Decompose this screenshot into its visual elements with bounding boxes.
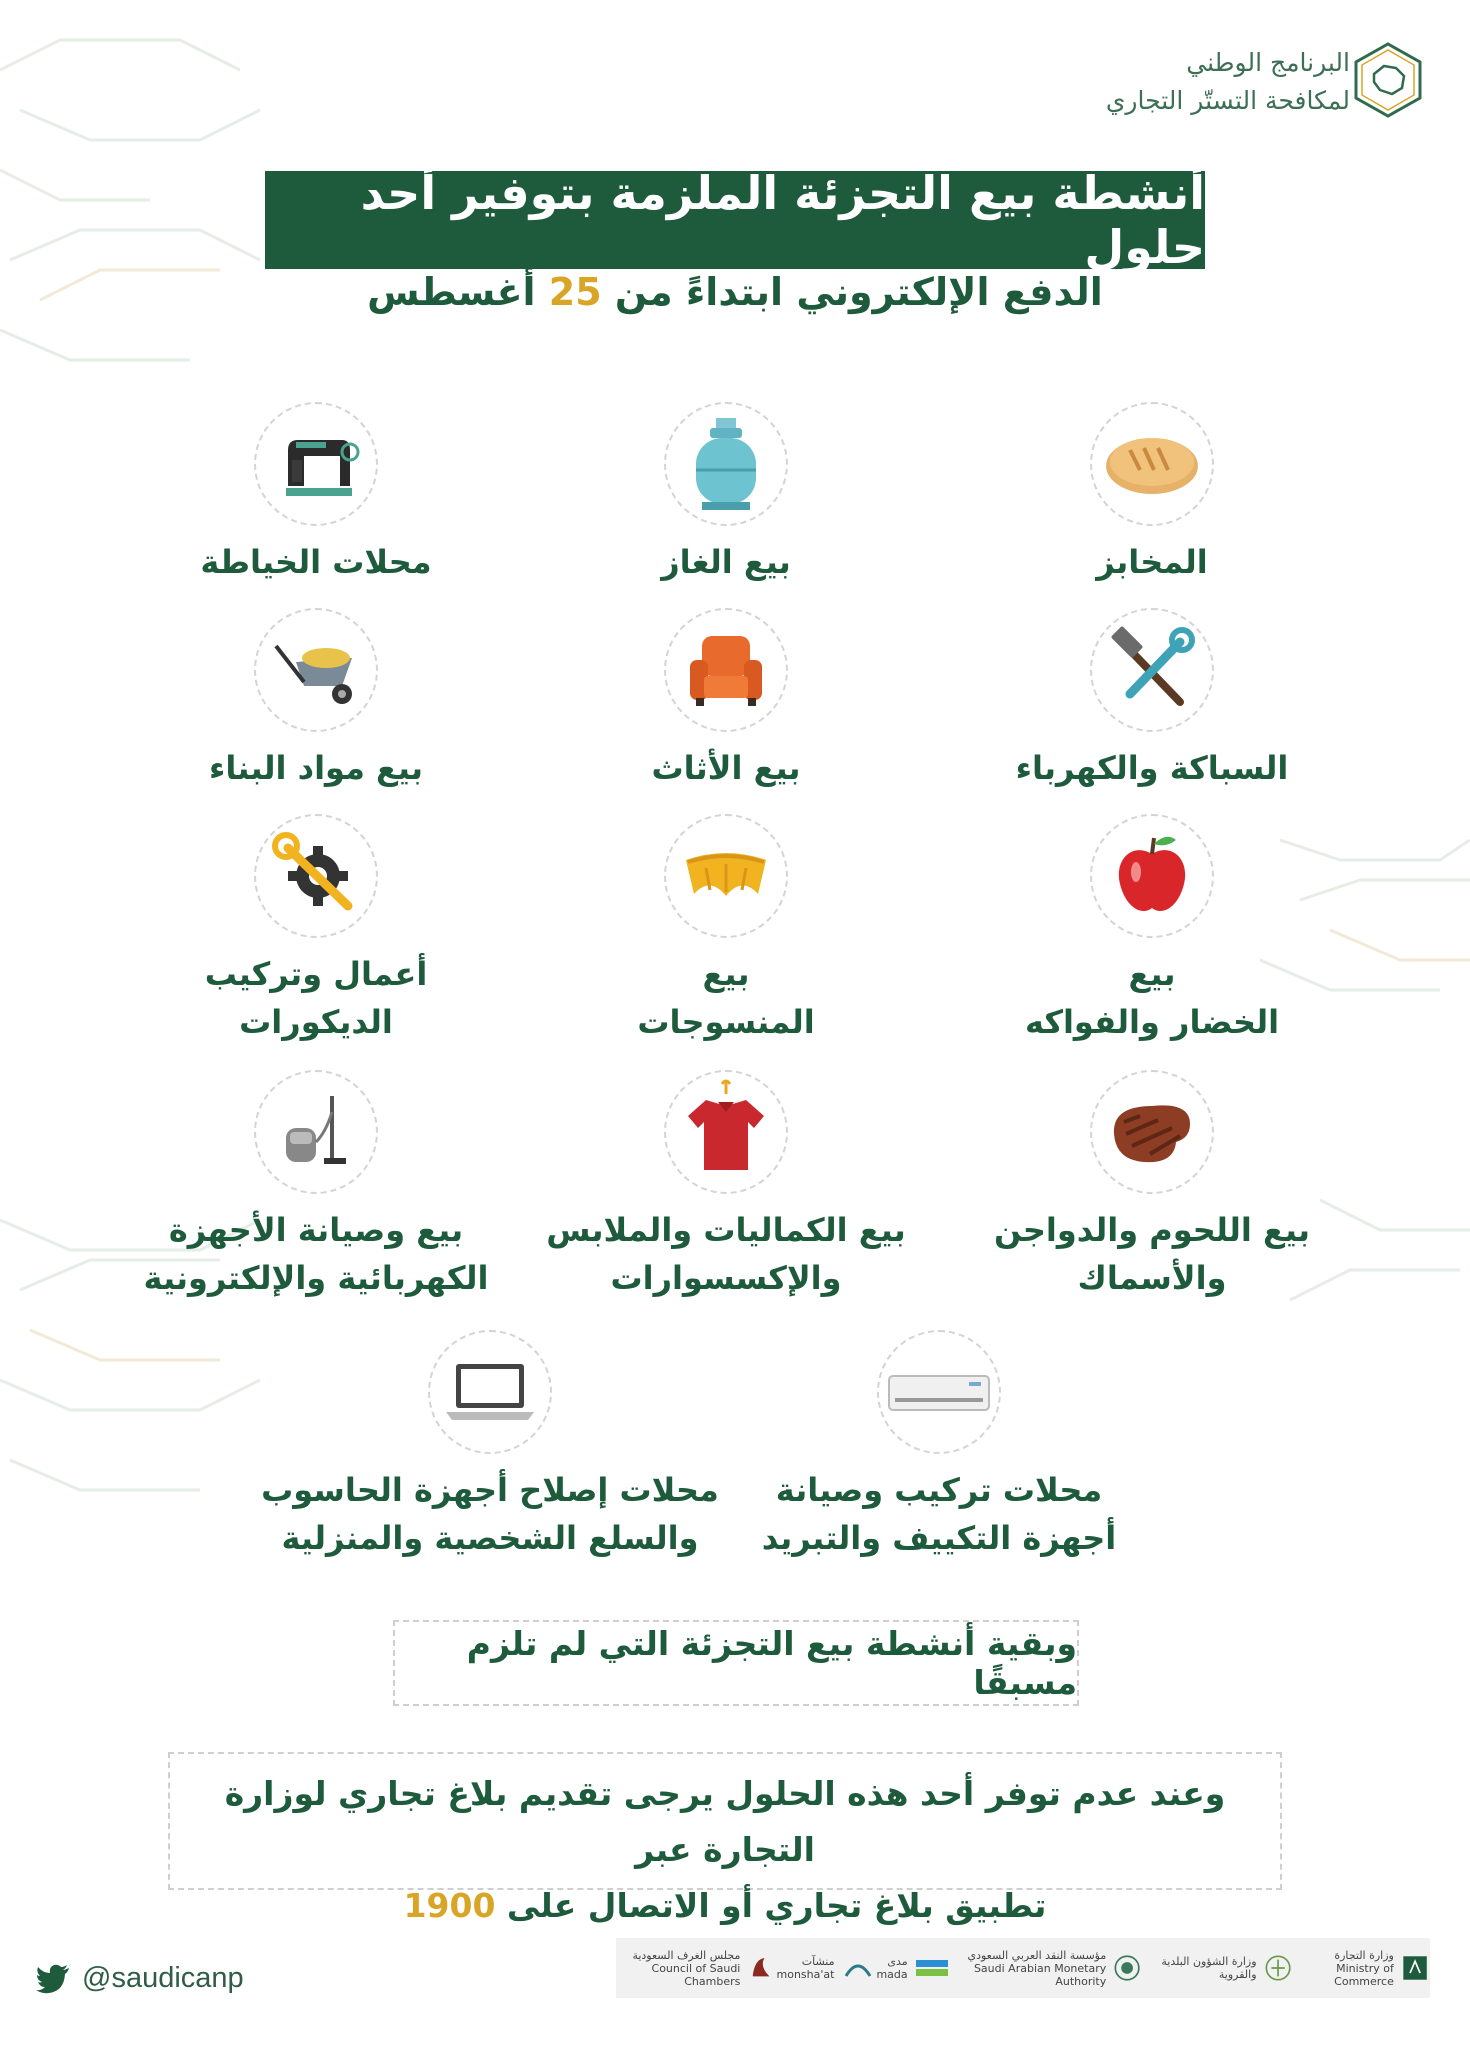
activity-electronics bbox=[126, 1070, 506, 1302]
wheelbarrow-icon bbox=[256, 610, 376, 730]
activity-furniture-sales bbox=[536, 608, 916, 792]
page-title: أنشطة بيع التجزئة الملزمة بتوفير أحد حلول bbox=[360, 166, 1205, 274]
commerce-emblem-icon bbox=[1400, 1950, 1430, 1986]
activity-label-line2: المنسوجات bbox=[637, 1003, 815, 1041]
activity-label-line2: الديكورات bbox=[239, 1003, 393, 1041]
partner-name: مدى bbox=[887, 1955, 908, 1968]
fabric-icon bbox=[666, 816, 786, 936]
activity-label: بيع الأثاث bbox=[651, 749, 801, 787]
sama-emblem-icon bbox=[1112, 1950, 1142, 1986]
activity-label bbox=[536, 1206, 916, 1302]
activity-label-line1: بيع اللحوم والدواجن bbox=[994, 1211, 1310, 1249]
activity-vegetables-fruits bbox=[962, 814, 1342, 1046]
partner-sub: Council of Saudi Chambers bbox=[651, 1961, 741, 1988]
activity-label bbox=[744, 1466, 1134, 1562]
title-banner bbox=[265, 166, 1205, 274]
armchair-icon bbox=[666, 610, 786, 730]
twitter-link[interactable] bbox=[36, 1962, 244, 1995]
hammer-wrench-icon bbox=[1092, 610, 1212, 730]
vacuum-icon bbox=[256, 1072, 376, 1192]
activity-label: المخابز bbox=[1096, 543, 1208, 581]
steak-icon bbox=[1092, 1072, 1212, 1192]
activity-label-line1: بيع bbox=[702, 955, 750, 993]
activity-label bbox=[260, 1466, 720, 1562]
partner-logo bbox=[1293, 1949, 1430, 1988]
activity-label-line2: والسلع الشخصية والمنزلية bbox=[281, 1519, 699, 1557]
activity-label-line2: والأسماك bbox=[1077, 1259, 1227, 1297]
partner-sub: Saudi Arabian Monetary Authority bbox=[973, 1961, 1107, 1988]
subtitle-month: أغسطس bbox=[367, 270, 536, 314]
activity-label-line1: بيع وصيانة الأجهزة bbox=[168, 1211, 464, 1249]
contact-text-line2-start: تطبيق بلاغ تجاري أو الاتصال على bbox=[506, 1886, 1047, 1925]
activity-label: بيع الغاز bbox=[661, 543, 791, 581]
air-conditioner-icon bbox=[879, 1332, 999, 1452]
activity-bakeries bbox=[962, 402, 1342, 586]
subtitle bbox=[260, 270, 1210, 314]
contact-text-line1: وعند عدم توفر أحد هذه الحلول يرجى تقديم بلاغ تجاري لوزارة التجارة عبر bbox=[224, 1774, 1226, 1869]
program-name bbox=[1106, 44, 1350, 120]
municipal-emblem-icon bbox=[1263, 1950, 1293, 1986]
twitter-handle[interactable]: @saudicanp bbox=[82, 1962, 244, 1994]
activity-meat-poultry-fish bbox=[962, 1070, 1342, 1302]
note-text: وبقية أنشطة بيع التجزئة التي لم تلزم مسبقًا bbox=[466, 1624, 1077, 1702]
apple-icon bbox=[1092, 816, 1212, 936]
partner-logos-bar bbox=[616, 1938, 1430, 1998]
subtitle-text: الدفع الإلكتروني ابتداءً من bbox=[614, 270, 1103, 314]
activity-label: بيع مواد البناء bbox=[209, 749, 423, 787]
monshaat-icon bbox=[840, 1950, 876, 1986]
chambers-icon bbox=[746, 1950, 776, 1986]
partner-logo bbox=[876, 1950, 949, 1986]
partner-name: مجلس الغرف السعودية bbox=[632, 1948, 741, 1962]
activity-label bbox=[536, 950, 916, 1046]
activity-label bbox=[126, 950, 506, 1046]
activity-tailoring bbox=[126, 402, 506, 586]
activity-label-line2: أجهزة التكييف والتبريد bbox=[761, 1519, 1117, 1557]
activity-label-line2: الخضار والفواكه bbox=[1024, 1003, 1280, 1041]
subtitle-date-number: 25 bbox=[548, 270, 602, 314]
activity-label bbox=[962, 950, 1342, 1046]
activity-air-conditioning bbox=[744, 1330, 1134, 1562]
activity-label-line1: بيع bbox=[1128, 955, 1176, 993]
activity-label bbox=[962, 1206, 1342, 1302]
program-name-line2: لمكافحة التستّر التجاري bbox=[1105, 86, 1350, 115]
activity-label-line1: أعمال وتركيب bbox=[204, 955, 428, 993]
wrench-gear-icon bbox=[256, 816, 376, 936]
partner-logo bbox=[777, 1950, 877, 1986]
partner-name: منشآت bbox=[801, 1955, 835, 1968]
partner-sub: Ministry of Commerce bbox=[1334, 1961, 1394, 1988]
activity-decorations bbox=[126, 814, 506, 1046]
contact-info-box bbox=[168, 1752, 1282, 1925]
hotline-number[interactable]: 1900 bbox=[403, 1886, 496, 1925]
activity-label-line1: محلات تركيب وصيانة bbox=[775, 1471, 1103, 1509]
activity-computer-repair bbox=[260, 1330, 720, 1562]
activity-label-line2: الكهربائية والإلكترونية bbox=[143, 1259, 489, 1297]
partner-logo bbox=[1142, 1950, 1292, 1986]
activity-label: محلات الخياطة bbox=[200, 543, 432, 581]
program-name-line1: البرنامج الوطني bbox=[1186, 48, 1350, 77]
program-emblem-icon bbox=[1348, 40, 1428, 120]
partner-logo bbox=[616, 1949, 777, 1988]
laptop-icon bbox=[430, 1332, 550, 1452]
partner-sub: monsha'at bbox=[776, 1968, 835, 1981]
partner-sub: mada bbox=[876, 1968, 908, 1981]
activity-label: السباكة والكهرباء bbox=[1015, 749, 1289, 787]
partner-name: مؤسسة النقد العربي السعودي bbox=[967, 1948, 1107, 1962]
activity-plumbing-electrical bbox=[962, 608, 1342, 792]
shirt-icon bbox=[666, 1072, 786, 1192]
activity-label-line1: محلات إصلاح أجهزة الحاسوب bbox=[261, 1471, 719, 1509]
partner-name: وزارة التجارة bbox=[1334, 1948, 1394, 1962]
activity-building-materials bbox=[126, 608, 506, 792]
twitter-icon bbox=[36, 1964, 70, 1994]
activity-clothing-accessories bbox=[536, 1070, 916, 1302]
activity-label-line1: بيع الكماليات والملابس bbox=[546, 1211, 906, 1249]
activity-textiles bbox=[536, 814, 916, 1046]
sewing-machine-icon bbox=[256, 404, 376, 524]
remaining-activities-note bbox=[393, 1620, 1079, 1706]
mada-icon bbox=[914, 1950, 950, 1986]
activity-gas-sales bbox=[536, 402, 916, 586]
activity-label bbox=[126, 1206, 506, 1302]
activity-label-line2: والإكسسوارات bbox=[610, 1259, 842, 1297]
partner-logo bbox=[950, 1949, 1143, 1988]
partner-name: وزارة الشؤون البلدية والقروية bbox=[1161, 1955, 1257, 1981]
gas-cylinder-icon bbox=[666, 404, 786, 524]
contact-text-line2 bbox=[170, 1878, 1280, 1934]
bread-icon bbox=[1092, 404, 1212, 524]
